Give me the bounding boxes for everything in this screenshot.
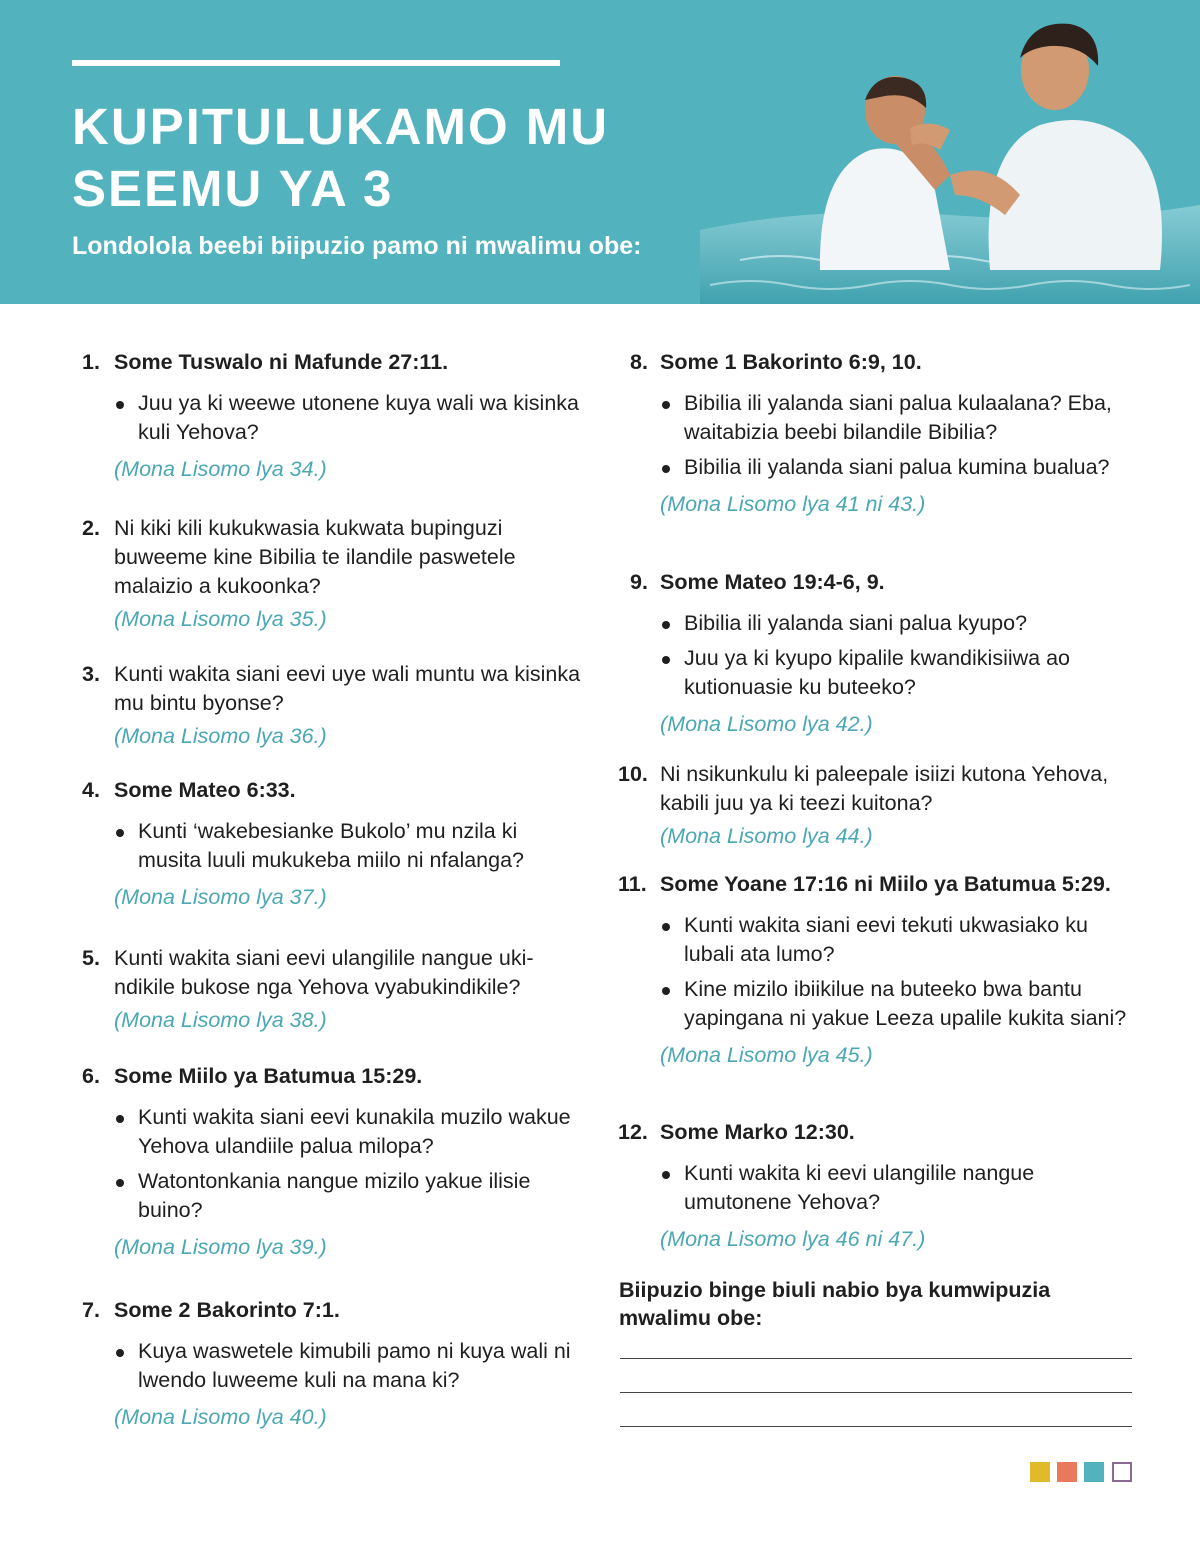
reference-link: (Mona Lisomo lya 35.) <box>114 607 327 631</box>
question-item <box>618 1118 1138 1254</box>
question-number: 9. <box>630 570 648 594</box>
answer-line[interactable] <box>620 1426 1132 1427</box>
question-number: 11. <box>618 872 647 896</box>
header-banner <box>0 0 1200 304</box>
question-text: Kunti wakita siani eevi uye wali muntu wa kisinka mu bintu byonse? <box>114 662 581 715</box>
sub-question: Kunti wakita siani eevi tekuti ukwasiako ku lubali ata lumo? <box>618 911 1138 969</box>
bullet-icon <box>116 401 124 409</box>
question-item <box>618 760 1138 851</box>
question-item <box>82 660 582 751</box>
indicator-square-outline <box>1112 1462 1132 1482</box>
sub-question: Bibilia ili yalanda siani palua kumina bualua? <box>618 453 1138 482</box>
indicator-square-yellow <box>1030 1462 1050 1482</box>
sub-question: Kunti wakita ki eevi ulangilile nangue umutonene Yehova? <box>618 1159 1138 1217</box>
header-rule <box>72 60 560 66</box>
question-number: 12. <box>618 1120 648 1144</box>
question-number: 8. <box>630 350 648 374</box>
reference-link: (Mona Lisomo lya 36.) <box>114 724 327 748</box>
question-item <box>82 776 582 912</box>
bullet-icon <box>662 987 670 995</box>
question-item <box>82 514 582 634</box>
answer-line[interactable] <box>620 1392 1132 1393</box>
reference-link: (Mona Lisomo lya 44.) <box>660 824 873 848</box>
question-number: 5. <box>82 946 100 970</box>
sub-question: Bibilia ili yalanda siani palua kyupo? <box>618 609 1138 638</box>
question-text: Some Tuswalo ni Mafunde 27:11. <box>114 350 449 374</box>
question-text: Kunti wakita siani eevi ulangilile nangue uki-ndikile bukose nga Yehova vyabukindikile? <box>114 946 534 999</box>
bullet-icon <box>662 923 670 931</box>
question-number: 7. <box>82 1298 100 1322</box>
question-text: Some Miilo ya Batumua 15:29. <box>114 1064 423 1088</box>
bullet-icon <box>662 656 670 664</box>
reference-link: (Mona Lisomo lya 40.) <box>114 1405 327 1429</box>
question-item <box>618 348 1138 519</box>
reference-link: (Mona Lisomo lya 34.) <box>114 457 327 481</box>
question-text: Some Yoane 17:16 ni Miilo ya Batumua 5:29. <box>660 872 1111 896</box>
question-text: Some Marko 12:30. <box>660 1120 855 1144</box>
question-item <box>82 348 582 484</box>
page-subtitle: Londolola beebi biipuzio pamo ni mwalimu obe: <box>72 232 642 260</box>
question-item <box>618 568 1138 739</box>
bullet-icon <box>116 829 124 837</box>
page-title: KUPITULUKAMO MU SEEMU YA 3 <box>72 98 610 217</box>
reference-link: (Mona Lisomo lya 46 ni 47.) <box>660 1227 926 1251</box>
bullet-icon <box>116 1115 124 1123</box>
sub-question: Kine mizilo ibiikilue na buteeko bwa bantu yapingana ni yakue Leeza upalile kukita siani? <box>618 975 1138 1033</box>
question-text: Ni nsikunkulu ki paleepale isiizi kutona Yehova, kabili juu ya ki teezi kuitona? <box>660 762 1109 815</box>
question-item <box>82 944 582 1035</box>
sub-question: Juu ya ki kyupo kipalile kwandikisiiwa ao kutionuasie ku buteeko? <box>618 644 1138 702</box>
question-number: 10. <box>618 762 648 786</box>
sub-question: Kuya waswetele kimubili pamo ni kuya wali ni lwendo luweeme kuli na mana ki? <box>82 1337 582 1395</box>
question-text: Some Mateo 6:33. <box>114 778 296 802</box>
bullet-icon <box>662 1171 670 1179</box>
reference-link: (Mona Lisomo lya 38.) <box>114 1008 327 1032</box>
question-item <box>618 870 1138 1070</box>
sub-question: Kunti wakita siani eevi kunakila muzilo wakue Yehova ulandiile palua milopa? <box>82 1103 582 1161</box>
sub-question: Bibilia ili yalanda siani palua kulaalana? Eba, waitabizia beebi bilandile Bibilia? <box>618 389 1138 447</box>
extra-questions-heading: Biipuzio binge biuli nabio bya kumwipuzia mwalimu obe: <box>619 1278 1051 1330</box>
question-number: 4. <box>82 778 100 802</box>
question-item <box>82 1296 582 1432</box>
reference-link: (Mona Lisomo lya 45.) <box>660 1043 873 1067</box>
reference-link: (Mona Lisomo lya 37.) <box>114 885 327 909</box>
sub-question: Juu ya ki weewe utonene kuya wali wa kisinka kuli Yehova? <box>82 389 582 447</box>
indicator-square-orange <box>1057 1462 1077 1482</box>
baptism-illustration <box>700 0 1200 304</box>
sub-question: Kunti ‘wakebesianke Bukolo’ mu nzila ki musita luuli mukukeba miilo ni nfalanga? <box>82 817 582 875</box>
question-text: Some 1 Bakorinto 6:9, 10. <box>660 350 922 374</box>
reference-link: (Mona Lisomo lya 42.) <box>660 712 873 736</box>
indicator-square-teal <box>1084 1462 1104 1482</box>
bullet-icon <box>662 465 670 473</box>
question-number: 6. <box>82 1064 100 1088</box>
bullet-icon <box>662 621 670 629</box>
bullet-icon <box>116 1179 124 1187</box>
reference-link: (Mona Lisomo lya 39.) <box>114 1235 327 1259</box>
bullet-icon <box>662 401 670 409</box>
question-text: Ni kiki kili kukukwasia kukwata bupinguzi buweeme kine Bibilia te ilandile paswetele malaizio a kukoonka? <box>114 516 516 598</box>
question-number: 2. <box>82 516 100 540</box>
bullet-icon <box>116 1349 124 1357</box>
question-text: Some Mateo 19:4-6, 9. <box>660 570 885 594</box>
question-text: Some 2 Bakorinto 7:1. <box>114 1298 340 1322</box>
answer-line[interactable] <box>620 1358 1132 1359</box>
question-number: 1. <box>82 350 100 374</box>
question-item <box>82 1062 582 1262</box>
reference-link: (Mona Lisomo lya 41 ni 43.) <box>660 492 926 516</box>
sub-question: Watontonkania nangue mizilo yakue ilisie buino? <box>82 1167 582 1225</box>
question-number: 3. <box>82 662 100 686</box>
